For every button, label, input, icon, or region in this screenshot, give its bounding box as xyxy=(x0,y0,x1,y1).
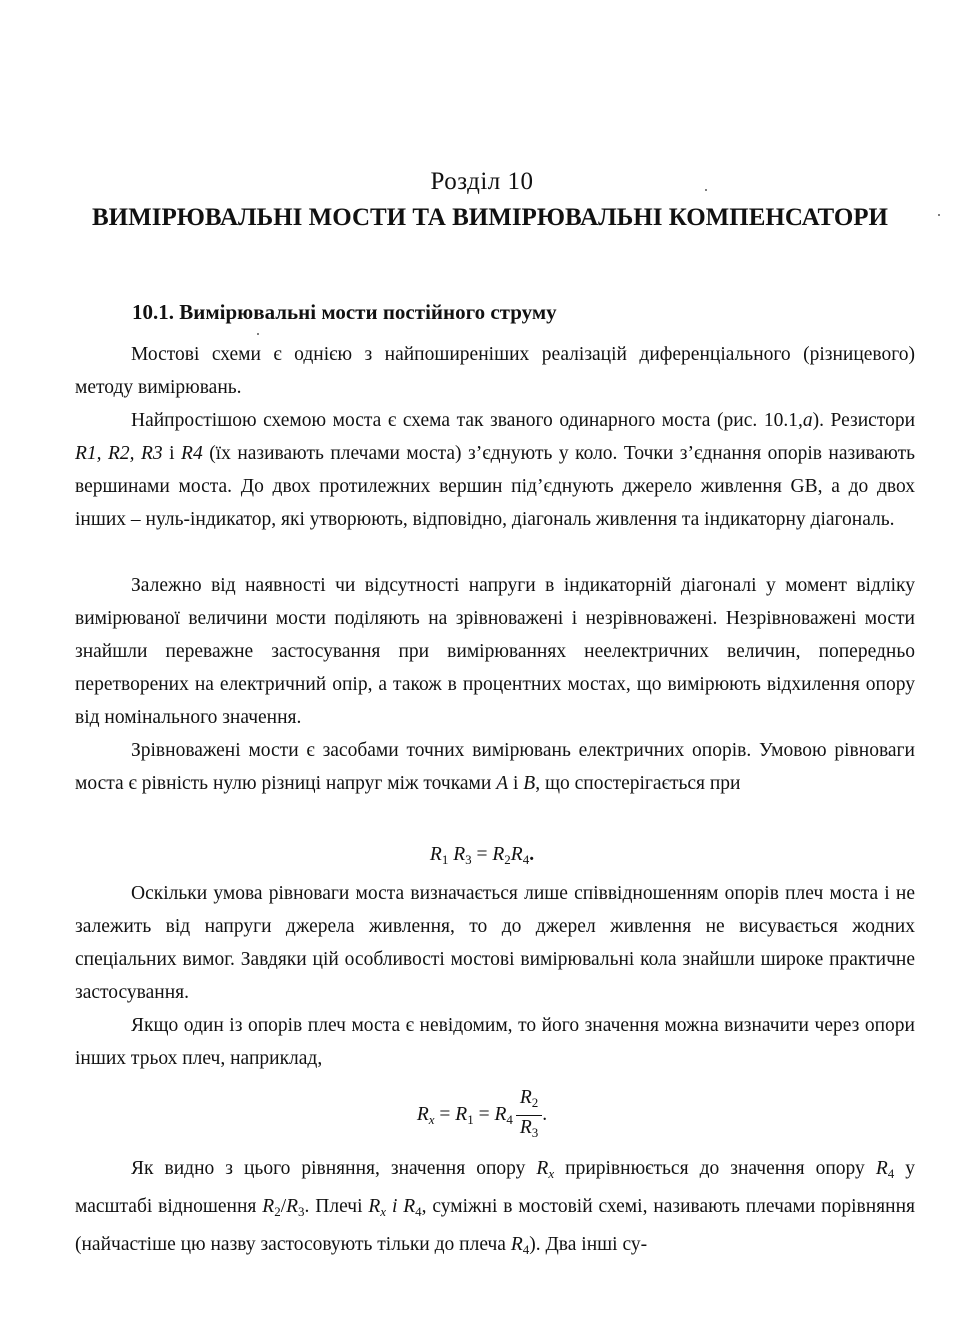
subscript: 2 xyxy=(504,852,511,867)
subscript: x xyxy=(428,1111,435,1127)
text-run: ). Два інші су- xyxy=(529,1234,648,1255)
rx-formula xyxy=(0,1086,964,1145)
subscript: 2 xyxy=(274,1204,281,1219)
symbol: R xyxy=(510,844,523,865)
chapter-title: ВИМІРЮВАЛЬНІ МОСТИ ТА ВИМІРЮВАЛЬНІ КОМПЕНСАТОРИ xyxy=(92,204,888,231)
scan-speck xyxy=(938,214,940,216)
symbol: R xyxy=(875,1158,888,1179)
subscript: 4 xyxy=(887,1166,895,1181)
paragraph-2 xyxy=(75,404,915,536)
subscript: 3 xyxy=(531,1125,539,1140)
chapter-label: Розділ 10 xyxy=(430,168,534,195)
operator: / xyxy=(280,1196,287,1217)
text-run: прирівнюється до значення опору xyxy=(554,1158,876,1179)
text-run: (їх називають плечами моста) з’єднують у коло. Точки з’єднання опорів називають вершинами моста. До двох протилежних вершин під’єднують джерело живлення GB, а до двох інших – нуль-індикатор, які утворюють, відповідно, діагональ живлення та індикаторну діагональ. xyxy=(75,443,915,530)
symbol: R xyxy=(519,1087,532,1108)
text-run: і xyxy=(508,773,524,794)
subscript: 4 xyxy=(415,1204,422,1219)
text-run-italic: а xyxy=(802,410,813,431)
paragraph-5: Оскільки умова рівноваги моста визначається лише співвідношенням опорів плеч моста і не залежить від напруги джерела живлення, то до джерел живлення не висувається жодних спеціальних вимог. Завдяки цій особливості мостові вимірювальні кола знайшли широке практичне застосування. xyxy=(75,883,915,1003)
resistor-names: R1, R2, R3 xyxy=(75,443,163,464)
resistor-name: R4 xyxy=(181,443,203,464)
symbol: R xyxy=(455,1103,468,1125)
section-heading: 10.1. Вимірювальні мости постійного струму xyxy=(132,300,557,324)
subscript: 2 xyxy=(531,1095,539,1110)
text-run-italic: і xyxy=(386,1196,404,1217)
symbol: R xyxy=(492,844,505,865)
symbol: R xyxy=(494,1103,507,1125)
text-run: у масштабі відношення xyxy=(75,1158,916,1217)
fraction-numerator xyxy=(516,1086,542,1116)
scan-speck xyxy=(257,333,259,335)
paragraph-3: Залежно від наявності чи відсутності напруги в індикаторній діагоналі у момент відліку вимірюваної величини мости поділяють на зрівноважені і незрівноважені. Незрівноважені мости знайшли переважне застосування при вимірюваннях неелектричних величин, попередньо перетворених на електричний опір, а також в процентних мостах, що вимірюють відхилення опору від номінального значення. xyxy=(75,575,915,728)
paragraph-6: Якщо один із опорів плеч моста є невідомим, то його значення можна визначити через опори інших трьох плеч, наприклад, xyxy=(75,1015,915,1069)
operator: = xyxy=(434,1103,456,1125)
fraction-denominator xyxy=(516,1116,542,1145)
paragraph-1: Мостові схеми є однією з найпоширеніших реалізацій диференціального (різницевого) методу вимірювань. xyxy=(75,344,915,398)
point-label: B xyxy=(523,773,536,794)
paragraph-4 xyxy=(75,734,915,800)
text-run: , що спостерігається при xyxy=(535,773,741,794)
subscript: 4 xyxy=(506,1111,513,1127)
operator: = xyxy=(471,844,493,865)
symbol: R xyxy=(510,1234,523,1255)
subscript: 3 xyxy=(298,1204,305,1219)
balance-formula xyxy=(0,844,964,868)
subscript: x xyxy=(380,1204,387,1219)
text-run: Як видно з цього рівняння, значення опору xyxy=(131,1158,537,1179)
text-run: , суміжні в мостовій схемі, називають плечами порівняння (найчастіше цю назву застосовують тільки до плеча xyxy=(75,1196,915,1255)
point-label: A xyxy=(496,773,509,794)
symbol: R xyxy=(519,1117,532,1138)
subscript: 1 xyxy=(441,852,449,867)
operator: = xyxy=(473,1103,495,1125)
text-run: Найпростішою схемою моста є схема так званого одинарного моста (рис. 10.1, xyxy=(131,410,803,431)
symbol: R xyxy=(368,1196,381,1217)
subscript: 1 xyxy=(467,1111,474,1127)
subscript: 4 xyxy=(522,852,530,867)
text-run: . Плечі xyxy=(304,1196,369,1217)
subscript: 3 xyxy=(465,852,472,867)
text-run: ). Резистори xyxy=(812,410,916,431)
scan-speck xyxy=(705,189,707,191)
symbol: R xyxy=(416,1103,429,1125)
subscript: 4 xyxy=(522,1242,530,1257)
punctuation: . xyxy=(542,1103,548,1125)
symbol: R xyxy=(262,1196,275,1217)
text-run: і xyxy=(162,443,182,464)
fraction xyxy=(516,1086,542,1145)
symbol: R xyxy=(286,1196,299,1217)
punctuation: . xyxy=(529,844,535,865)
symbol: R xyxy=(536,1158,549,1179)
subscript: x xyxy=(548,1166,555,1181)
symbol: R xyxy=(403,1196,416,1217)
symbol: R xyxy=(429,844,442,865)
paragraph-7 xyxy=(75,1152,915,1266)
symbol: R xyxy=(453,844,466,865)
text-run: Зрівноважені мости є засобами точних вимірювань електричних опорів. Умовою рівноваги моста є рівність нулю різниці напруг між точками xyxy=(75,740,915,794)
